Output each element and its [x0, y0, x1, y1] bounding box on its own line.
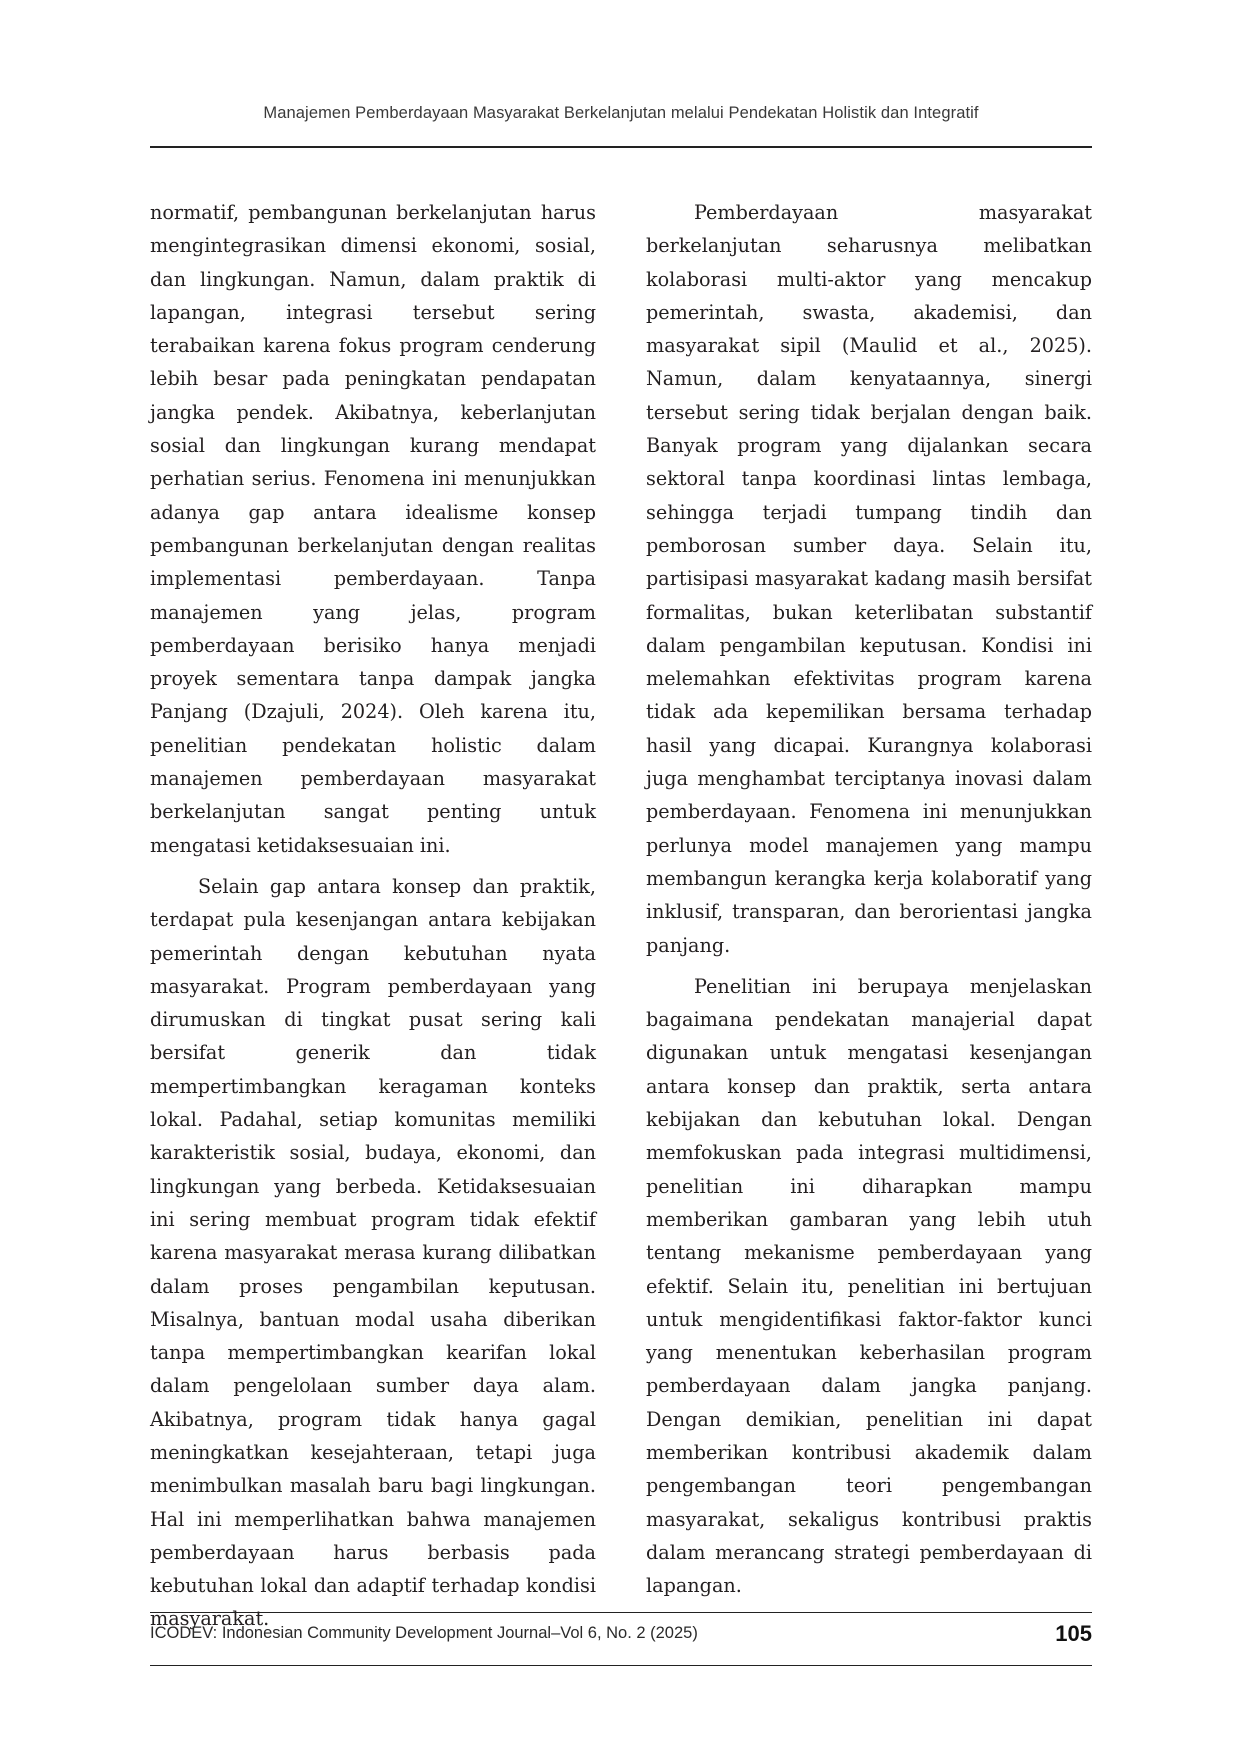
left-paragraph-2: Selain gap antara konsep dan praktik, terdapat pula kesenjangan antara kebijakan pemerintah dengan kebutuhan nyata masyarakat. Program pemberdayaan yang dirumuskan di tingkat pusat sering kali bersifat generik dan tidak mempertimbangkan keragaman konteks lokal. Padahal, setiap komunitas memiliki karakteristik sosial, budaya, ekonomi, dan lingkungan yang berbeda. Ketidaksesuaian ini sering membuat program tidak efektif karena masyarakat merasa kurang dilibatkan dalam proses pengambilan keputusan. Misalnya, bantuan modal usaha diberikan tanpa mempertimbangkan kearifan lokal dalam pengelolaan sumber daya alam. Akibatnya, program tidak hanya gagal meningkatkan kesejahteraan, tetapi juga menimbulkan masalah baru bagi lingkungan. Hal ini memperlihatkan bahwa manajemen pemberdayaan harus berbasis pada kebutuhan lokal dan adaptif terhadap kondisi masyarakat.	[150, 874, 596, 1631]
running-title: Manajemen Pemberdayaan Masyarakat Berkelanjutan melalui Pendekatan Holistik dan Integratif	[263, 104, 979, 122]
footer-rule-top	[150, 1612, 1092, 1613]
journal-citation: ICODEV: Indonesian Community Development Journal–Vol 6, No. 2 (2025)	[150, 1624, 698, 1642]
left-paragraph-1: normatif, pembangunan berkelanjutan harus mengintegrasikan dimensi ekonomi, sosial, dan lingkungan. Namun, dalam praktik di lapangan, integrasi tersebut sering terabaikan karena fokus program cenderung lebih besar pada peningkatan pendapatan jangka pendek. Akibatnya, keberlanjutan sosial dan lingkungan kurang mendapat perhatian serius. Fenomena ini menunjukkan adanya gap antara idealisme konsep pembangunan berkelanjutan dengan realitas implementasi pemberdayaan. Tanpa manajemen yang jelas, program pemberdayaan berisiko hanya menjadi proyek sementara tanpa dampak jangka Panjang (Dzajuli, 2024). Oleh karena itu, penelitian pendekatan holistic dalam manajemen pemberdayaan masyarakat berkelanjutan sangat penting untuk mengatasi ketidaksesuaian ini.	[150, 201, 596, 857]
footer-rule-bottom	[150, 1665, 1092, 1666]
header-rule	[150, 146, 1092, 148]
page-number: 105	[1055, 1621, 1092, 1646]
right-column	[646, 196, 1092, 1602]
left-column	[150, 196, 596, 1636]
right-paragraph-2: Penelitian ini berupaya menjelaskan bagaimana pendekatan manajerial dapat digunakan untuk mengatasi kesenjangan antara konsep dan praktik, serta antara kebijakan dan kebutuhan lokal. Dengan memfokuskan pada integrasi multidimensi, penelitian ini diharapkan mampu memberikan gambaran yang lebih utuh tentang mekanisme pemberdayaan yang efektif. Selain itu, penelitian ini bertujuan untuk mengidentifikasi faktor-faktor kunci yang menentukan keberhasilan program pemberdayaan dalam jangka panjang. Dengan demikian, penelitian ini dapat memberikan kontribusi akademik dalam pengembangan teori pengembangan masyarakat, sekaligus kontribusi praktis dalam merancang strategi pemberdayaan di lapangan.	[646, 974, 1092, 1598]
right-paragraph-1: Pemberdayaan masyarakat berkelanjutan seharusnya melibatkan kolaborasi multi-aktor yang mencakup pemerintah, swasta, akademisi, dan masyarakat sipil (Maulid et al., 2025). Namun, dalam kenyataannya, sinergi tersebut sering tidak berjalan dengan baik. Banyak program yang dijalankan secara sektoral tanpa koordinasi lintas lembaga, sehingga terjadi tumpang tindih dan pemborosan sumber daya. Selain itu, partisipasi masyarakat kadang masih bersifat formalitas, bukan keterlibatan substantif dalam pengambilan keputusan. Kondisi ini melemahkan efektivitas program karena tidak ada kepemilikan bersama terhadap hasil yang dicapai. Kurangnya kolaborasi juga menghambat terciptanya inovasi dalam pemberdayaan. Fenomena ini menunjukkan perlunya model manajemen yang mampu membangun kerangka kerja kolaboratif yang inklusif, transparan, dan berorientasi jangka panjang.	[646, 201, 1092, 957]
